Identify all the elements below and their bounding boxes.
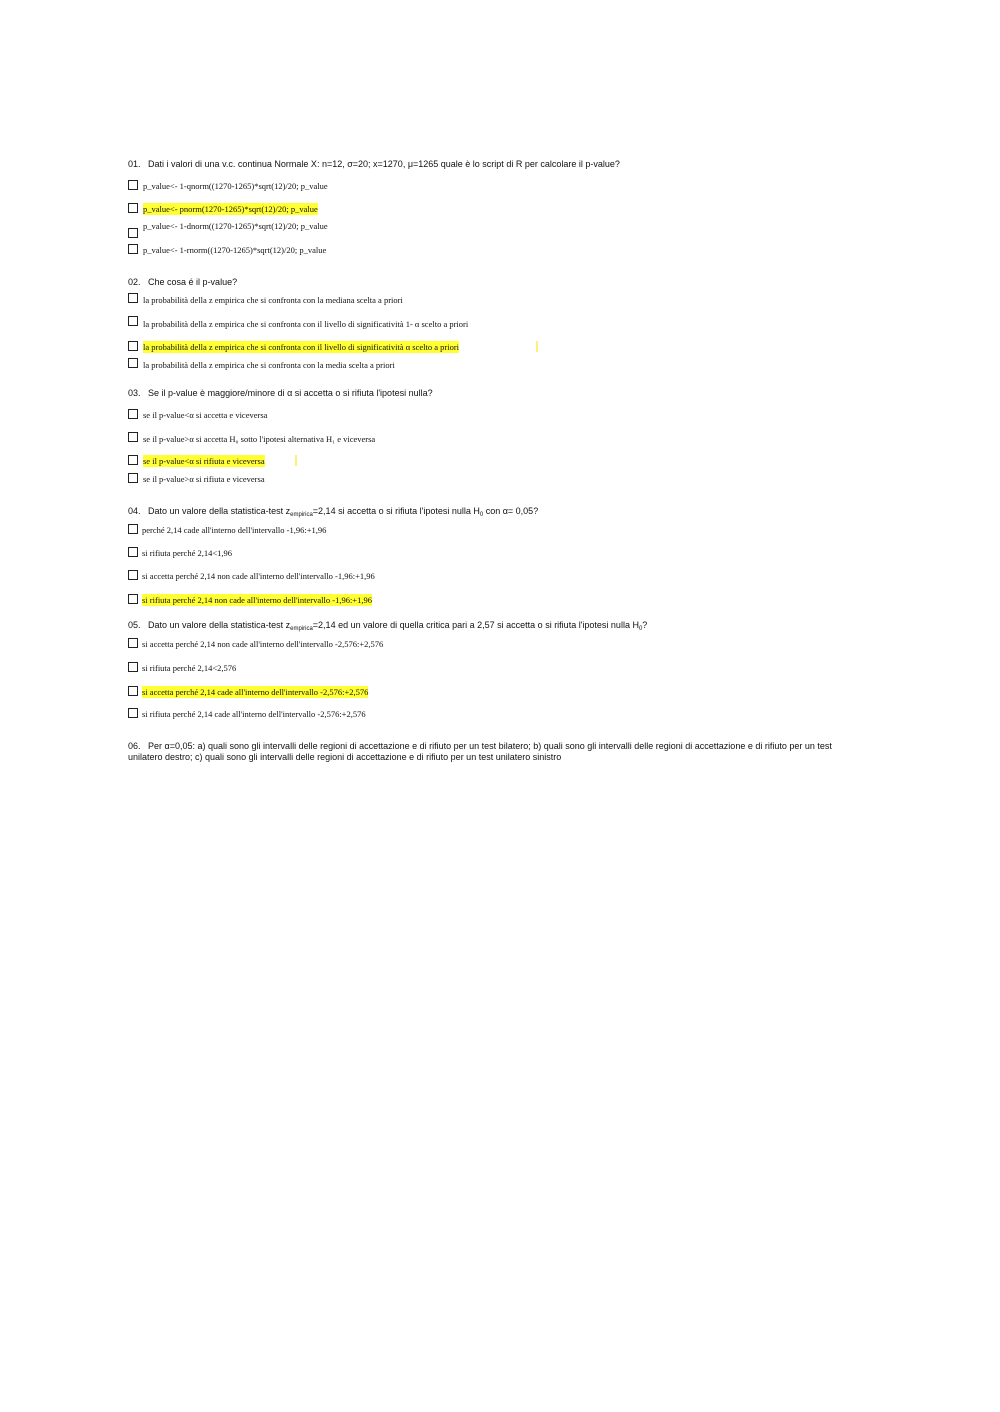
- answer-checkbox[interactable]: [128, 228, 138, 238]
- answer-checkbox[interactable]: [128, 570, 138, 580]
- question-text-part: =2,14 si accetta o si rifiuta l'ipotesi nulla H: [312, 506, 480, 516]
- question-text-part: ?: [642, 620, 648, 630]
- answer-checkbox[interactable]: [128, 455, 138, 465]
- answer-checkbox[interactable]: [128, 638, 138, 648]
- answer-text-highlighted: si rifiuta perché 2,14 non cade all'interno dell'intervallo -1,96:+1,96: [142, 595, 372, 605]
- answer-text: si accetta perché 2,14 non cade all'interno dell'intervallo -2,576:+2,576: [142, 639, 384, 649]
- subscript: 0: [638, 626, 643, 632]
- question-text: Per α=0,05: a) quali sono gli intervalli delle regioni di accettazione e di rifiuto per un test bilatero; b) quali sono gli intervalli delle regioni di accettazione e di rifiuto per un test unilatero destro; c) quali sono gli intervalli delle regioni di accettazione e di rifiuto per un test unilatero sinistro: [128, 741, 832, 762]
- answer-checkbox[interactable]: [128, 662, 138, 672]
- question-text-part: Dato un valore della statistica-test z: [148, 506, 291, 516]
- answer-checkbox[interactable]: [128, 203, 138, 213]
- answer-checkbox[interactable]: [128, 524, 138, 534]
- question-text: Se il p-value è maggiore/minore di α si accetta o si rifiuta l'ipotesi nulla?: [148, 388, 433, 398]
- answer-text: la probabilità della z empirica che si confronta con la mediana scelta a priori: [143, 295, 403, 305]
- question-03: [128, 388, 858, 399]
- answer-checkbox[interactable]: [128, 293, 138, 303]
- question-number: 02.: [128, 277, 141, 287]
- question-06: [128, 741, 858, 763]
- question-text: Dati i valori di una v.c. continua Normale X: n=12, σ=20; x=1270, μ=1265 quale è lo script di R per calcolare il p-value?: [148, 159, 620, 169]
- question-text-part: con α= 0,05?: [483, 506, 539, 516]
- subscript: empirica: [290, 512, 313, 518]
- answer-text-highlighted: p_value<- pnorm(1270-1265)*sqrt(12)/20; p_value: [143, 204, 318, 214]
- question-05: [128, 620, 858, 631]
- answer-text: la probabilità della z empirica che si confronta con la media scelta a priori: [143, 360, 395, 370]
- question-number: 03.: [128, 388, 141, 398]
- answer-text-highlighted: si accetta perché 2,14 cade all'interno dell'intervallo -2,576:+2,576: [142, 687, 369, 697]
- question-text-part: =2,14 ed un valore di quella critica pari a 2,57 si accetta o si rifiuta l'ipotesi nulla H: [312, 620, 639, 630]
- answer-checkbox[interactable]: [128, 341, 138, 351]
- answer-checkbox[interactable]: [128, 708, 138, 718]
- answer-checkbox[interactable]: [128, 686, 138, 696]
- answer-text: p_value<- 1-qnorm((1270-1265)*sqrt(12)/20; p_value: [143, 181, 328, 191]
- question-04: [128, 506, 858, 517]
- question-text: [148, 620, 647, 630]
- answer-text: p_value<- 1-rnorm((1270-1265)*sqrt(12)/20; p_value: [143, 245, 327, 255]
- highlight-mark: [295, 455, 297, 466]
- answer-checkbox[interactable]: [128, 547, 138, 557]
- answer-text: si accetta perché 2,14 non cade all'interno dell'intervallo -1,96:+1,96: [142, 571, 375, 581]
- answer-checkbox[interactable]: [128, 594, 138, 604]
- answer-text: perché 2,14 cade all'interno dell'intervallo -1,96:+1,96: [142, 525, 327, 535]
- answer-checkbox[interactable]: [128, 432, 138, 442]
- subscript: 0: [479, 512, 484, 518]
- question-number: 01.: [128, 159, 141, 169]
- question-text-part: Dato un valore della statistica-test z: [148, 620, 291, 630]
- question-number: 04.: [128, 506, 141, 516]
- answer-checkbox[interactable]: [128, 409, 138, 419]
- answer-checkbox[interactable]: [128, 180, 138, 190]
- answer-text: se il p-value>α si rifiuta e viceversa: [143, 474, 265, 484]
- highlight-mark: [536, 341, 538, 352]
- answer-text-highlighted: se il p-value<α si rifiuta e viceversa: [143, 456, 265, 466]
- answer-checkbox[interactable]: [128, 473, 138, 483]
- answer-checkbox[interactable]: [128, 316, 138, 326]
- question-text: Che cosa é il p-value?: [148, 277, 238, 287]
- answer-text: si rifiuta perché 2,14<1,96: [142, 548, 233, 558]
- question-number: 06.: [128, 741, 141, 751]
- answer-text-highlighted: la probabilità della z empirica che si confronta con il livello di significatività α scelto a priori: [143, 342, 460, 352]
- answer-text: si rifiuta perché 2,14 cade all'interno dell'intervallo -2,576:+2,576: [142, 709, 366, 719]
- answer-checkbox[interactable]: [128, 358, 138, 368]
- question-02: [128, 277, 858, 288]
- answer-text: se il p-value>α si accetta H₀ sotto l'ipotesi alternativa H₁ e viceversa: [143, 434, 376, 444]
- answer-checkbox[interactable]: [128, 244, 138, 254]
- question-01: [128, 159, 858, 170]
- answer-text: se il p-value<α si accetta e viceversa: [143, 410, 268, 420]
- question-number: 05.: [128, 620, 141, 630]
- answer-text: si rifiuta perché 2,14<2,576: [142, 663, 237, 673]
- answer-text: p_value<- 1-dnorm((1270-1265)*sqrt(12)/20; p_value: [143, 221, 328, 231]
- question-text: [148, 506, 538, 516]
- subscript: empirica: [290, 626, 313, 632]
- answer-text: la probabilità della z empirica che si confronta con il livello di significatività 1- α scelto a priori: [143, 319, 469, 329]
